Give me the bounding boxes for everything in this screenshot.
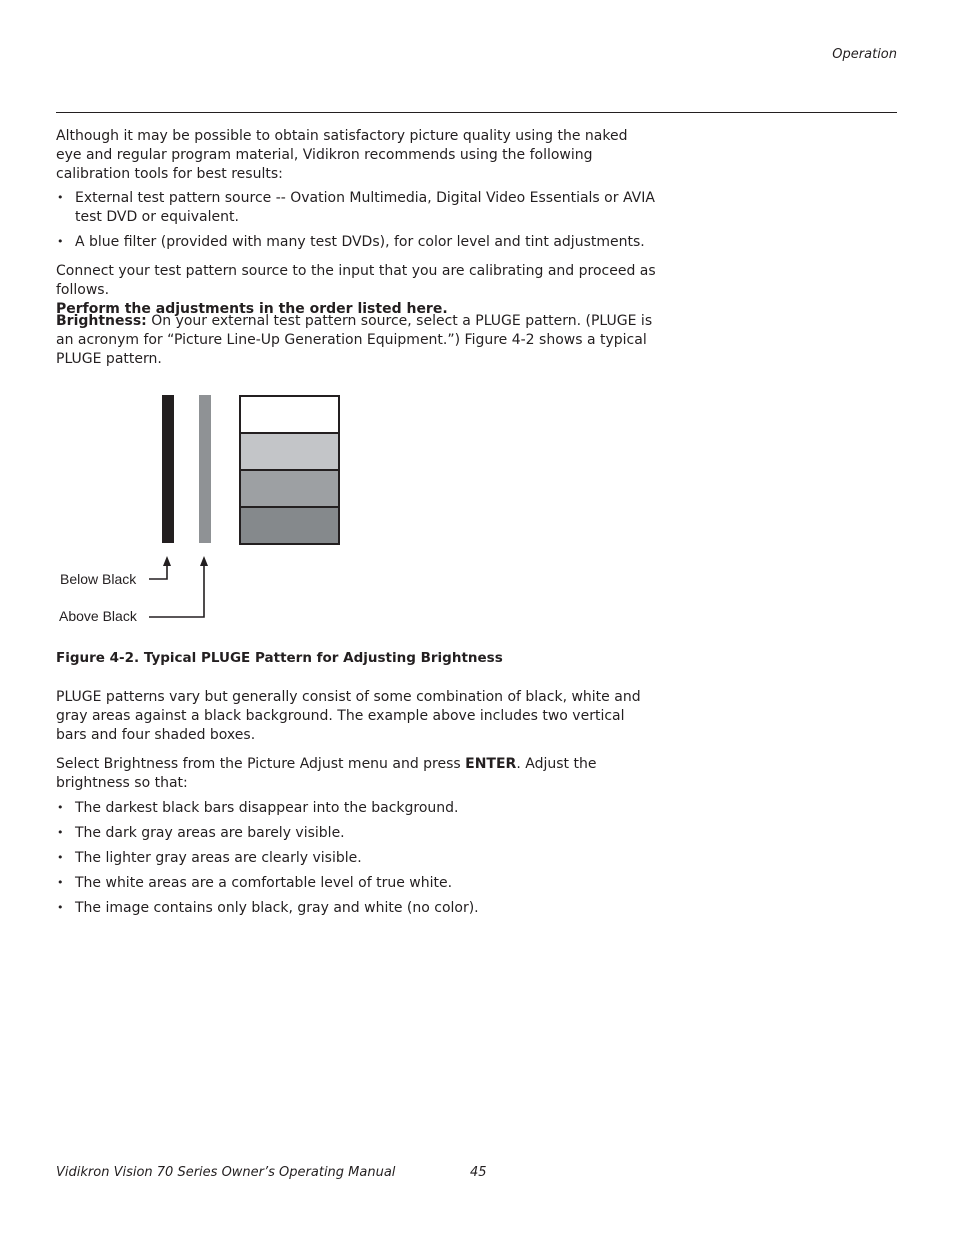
tools-list: [56, 189, 656, 251]
figure-caption: Figure 4-2. Typical PLUGE Pattern for Adjusting Brightness: [56, 650, 503, 666]
pointer-arrows: [56, 390, 376, 630]
section-header: Operation: [832, 47, 897, 62]
list-item: • The lighter gray areas are clearly visible.: [56, 849, 656, 868]
order-emphasis: Perform the adjustments in the order listed here.: [56, 300, 448, 317]
pluge-figure: [56, 390, 376, 630]
adjust-list: [56, 799, 656, 918]
intro-block: [56, 127, 656, 252]
brightness-paragraph: [56, 312, 656, 368]
footer-manual-title: Vidikron Vision 70 Series Owner’s Operating Manual: [56, 1165, 396, 1180]
pluge-description: [56, 688, 656, 744]
select-paragraph: [56, 755, 656, 793]
list-item: • The image contains only black, gray and white (no color).: [56, 899, 656, 918]
brightness-block: [56, 312, 656, 368]
select-text-end: . Adjust the brightness so that:: [56, 756, 597, 791]
list-item: • The dark gray areas are barely visible.: [56, 824, 656, 843]
connect-block: [56, 262, 656, 318]
enter-key: ENTER: [465, 756, 517, 772]
brightness-text: On your external test pattern source, select a PLUGE pattern. (PLUGE is an acronym for “Picture Line-Up Generation Equipment.”) Figure 4-2 shows a typical PLUGE pattern.: [56, 313, 653, 367]
select-block: [56, 755, 656, 917]
list-item: • The white areas are a comfortable level of true white.: [56, 874, 656, 893]
list-item: • External test pattern source -- Ovation Multimedia, Digital Video Essentials or AVIA test DVD or equivalent.: [56, 189, 656, 227]
list-item: • The darkest black bars disappear into the background.: [56, 799, 656, 818]
below-black-label: Below Black: [60, 571, 137, 587]
list-item: • A blue filter (provided with many test DVDs), for color level and tint adjustments.: [56, 233, 656, 252]
intro-paragraph: Although it may be possible to obtain satisfactory picture quality using the naked eye and regular program material, Vidikron recommends using the following calibration tools for best results:: [56, 128, 628, 182]
header-rule: [56, 112, 897, 113]
arrowhead-icon: [200, 556, 208, 566]
above-black-pointer: [149, 563, 204, 617]
arrowhead-icon: [163, 556, 171, 566]
page-number: 45: [470, 1165, 487, 1180]
connect-paragraph: Connect your test pattern source to the input that you are calibrating and proceed as follows.: [56, 263, 656, 298]
brightness-term: Brightness:: [56, 313, 147, 329]
pluge-paragraph: PLUGE patterns vary but generally consist of some combination of black, white and gray areas against a black background. The example above includes two vertical bars and four shaded boxes.: [56, 689, 641, 743]
above-black-label: Above Black: [59, 608, 137, 624]
select-text: Select Brightness from the Picture Adjust menu and press: [56, 756, 466, 772]
